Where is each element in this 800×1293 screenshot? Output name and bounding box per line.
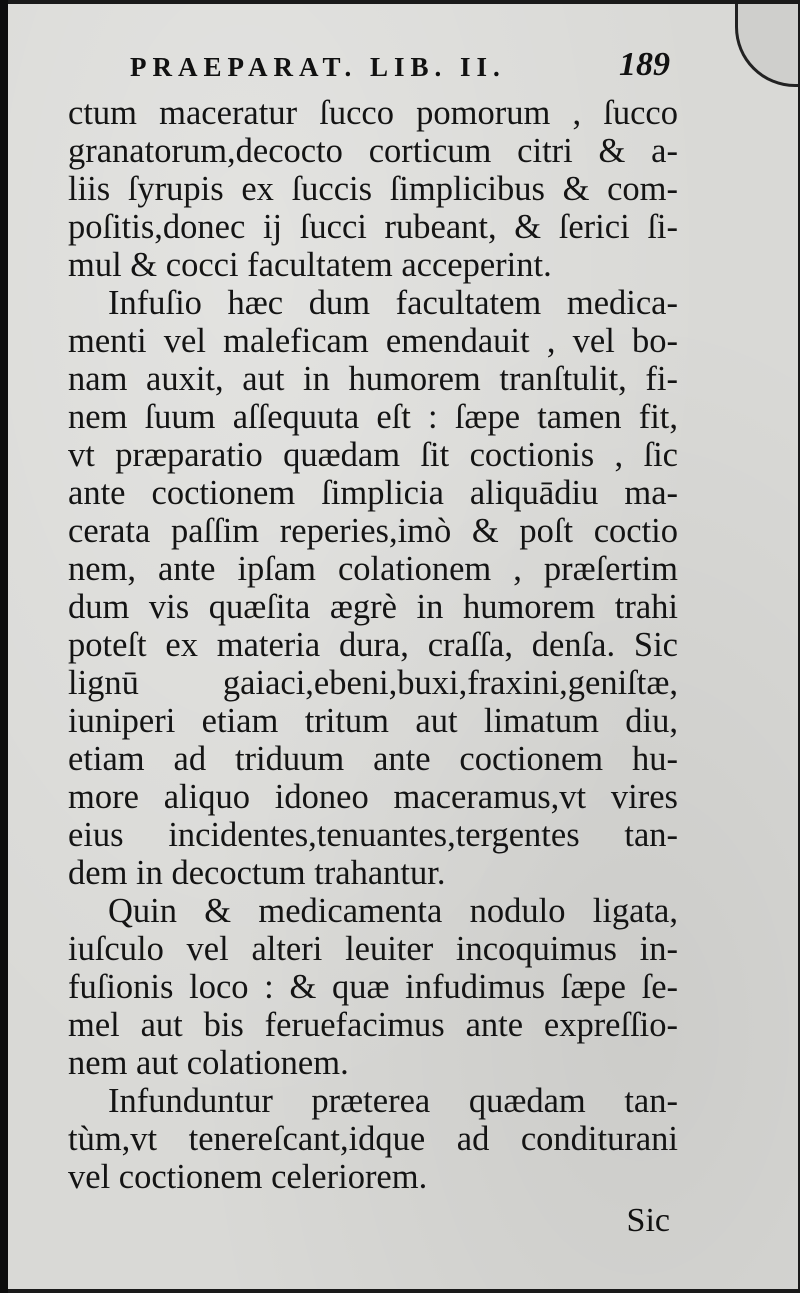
paragraph	[68, 892, 678, 1082]
text-line: granatorum,decocto corticum citri & a-	[68, 132, 678, 170]
paragraph	[68, 94, 678, 284]
text-line: nam auxit, aut in humorem tranſtulit, fi-	[68, 360, 678, 398]
text-line: eius incidentes,tenuantes,tergentes tan-	[68, 816, 678, 854]
text-line: mel aut bis feruefacimus ante expreſſio-	[68, 1006, 678, 1044]
paragraph	[68, 284, 678, 892]
page-edge-shadow	[0, 0, 8, 1293]
text-line: Quin & medicamenta nodulo ligata,	[108, 892, 678, 930]
text-line: poteſt ex materia dura, craſſa, denſa. Sic	[68, 626, 678, 664]
text-line: nem ſuum aſſequuta eſt : ſæpe tamen fit,	[68, 398, 678, 436]
text-line: Infunduntur præterea quædam tan-	[108, 1082, 678, 1120]
text-line: etiam ad triduum ante coctionem hu-	[68, 740, 678, 778]
running-header	[130, 46, 670, 83]
text-line: iuſculo vel alteri leuiter incoquimus in-	[68, 930, 678, 968]
text-line: iuniperi etiam tritum aut limatum diu,	[68, 702, 678, 740]
text-line: menti vel maleficam emendauit , vel bo-	[68, 322, 678, 360]
text-line: dum vis quæſita ægrè in humorem trahi	[68, 588, 678, 626]
running-title: PRAEPARAT. LIB. II.	[130, 52, 506, 82]
body-text	[68, 94, 678, 1196]
text-line: fuſionis loco : & quæ infudimus ſæpe ſe-	[68, 968, 678, 1006]
text-line: nem, ante ipſam colationem , præſertim	[68, 550, 678, 588]
paragraph	[68, 1082, 678, 1196]
text-line: vt præparatio quædam ſit coctionis , ſic	[68, 436, 678, 474]
text-line: dem in decoctum trahantur.	[68, 854, 446, 892]
page-corner	[735, 4, 798, 87]
text-line: ante coctionem ſimplicia aliquādiu ma-	[68, 474, 678, 512]
text-line: poſitis,donec ij ſucci rubeant, & ſerici ſi-	[68, 208, 678, 246]
text-line: Infuſio hæc dum facultatem medica-	[108, 284, 678, 322]
text-line: nem aut colationem.	[68, 1044, 349, 1082]
text-line: lignū gaiaci,ebeni,buxi,fraxini,geniſtæ,	[68, 664, 678, 702]
text-line: more aliquo idoneo maceramus,vt vires	[68, 778, 678, 816]
text-line: mul & cocci facultatem acceperint.	[68, 246, 552, 284]
text-line: cerata paſſim reperies,imò & poſt coctio	[68, 512, 678, 550]
text-line: ctum maceratur ſucco pomorum , ſucco	[68, 94, 678, 132]
book-page	[8, 4, 798, 1289]
text-line: vel coctionem celeriorem.	[68, 1158, 428, 1196]
folio-number: 189	[619, 46, 670, 83]
catchword: Sic	[626, 1202, 670, 1239]
text-line: tùm,vt tenereſcant,idque ad conditurani	[68, 1120, 678, 1158]
text-line: liis ſyrupis ex ſuccis ſimplicibus & com-	[68, 170, 678, 208]
